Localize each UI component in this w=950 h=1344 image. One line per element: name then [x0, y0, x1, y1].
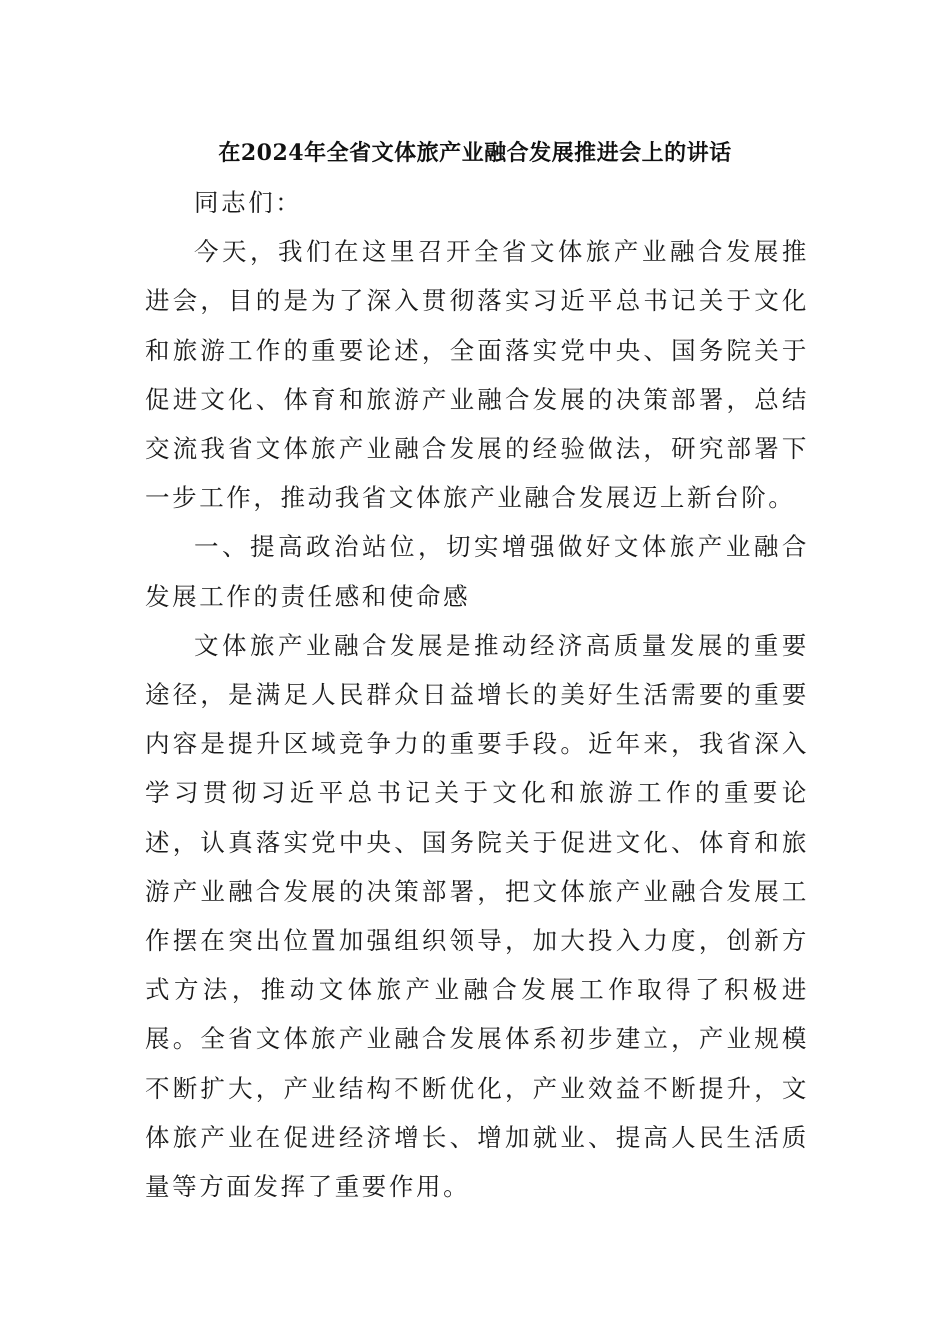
document-body — [145, 178, 809, 1211]
paragraph-section-1: 文体旅产业融合发展是推动经济高质量发展的重要途径，是满足人民群众日益增长的美好生活需要的重要内容是提升区域竞争力的重要手段。近年来，我省深入学习贯彻习近平总书记关于文化和旅游工作的重要论述，认真落实党中央、国务院关于促进文化、体育和旅游产业融合发展的决策部署，把文体旅产业融合发展工作摆在突出位置加强组织领导，加大投入力度，创新方式方法，推动文体旅产业融合发展工作取得了积极进展。全省文体旅产业融合发展体系初步建立，产业规模不断扩大，产业结构不断优化，产业效益不断提升，文体旅产业在促进经济增长、增加就业、提高人民生活质量等方面发挥了重要作用。 — [145, 630, 809, 1202]
document-title: 在2024年全省文体旅产业融合发展推进会上的讲话 — [218, 140, 732, 166]
salutation: 同志们： — [194, 188, 303, 217]
section-heading-1: 一、提高政治站位，切实增强做好文体旅产业融合发展工作的责任感和使命感 — [145, 532, 809, 611]
paragraph-opening: 今天，我们在这里召开全省文体旅产业融合发展推进会，目的是为了深入贯彻落实习近平总书记关于文化和旅游工作的重要论述，全面落实党中央、国务院关于促进文化、体育和旅游产业融合发展的决策部署，总结交流我省文体旅产业融合发展的经验做法，研究部署下一步工作，推动我省文体旅产业融合发展迈上新台阶。 — [145, 237, 809, 513]
